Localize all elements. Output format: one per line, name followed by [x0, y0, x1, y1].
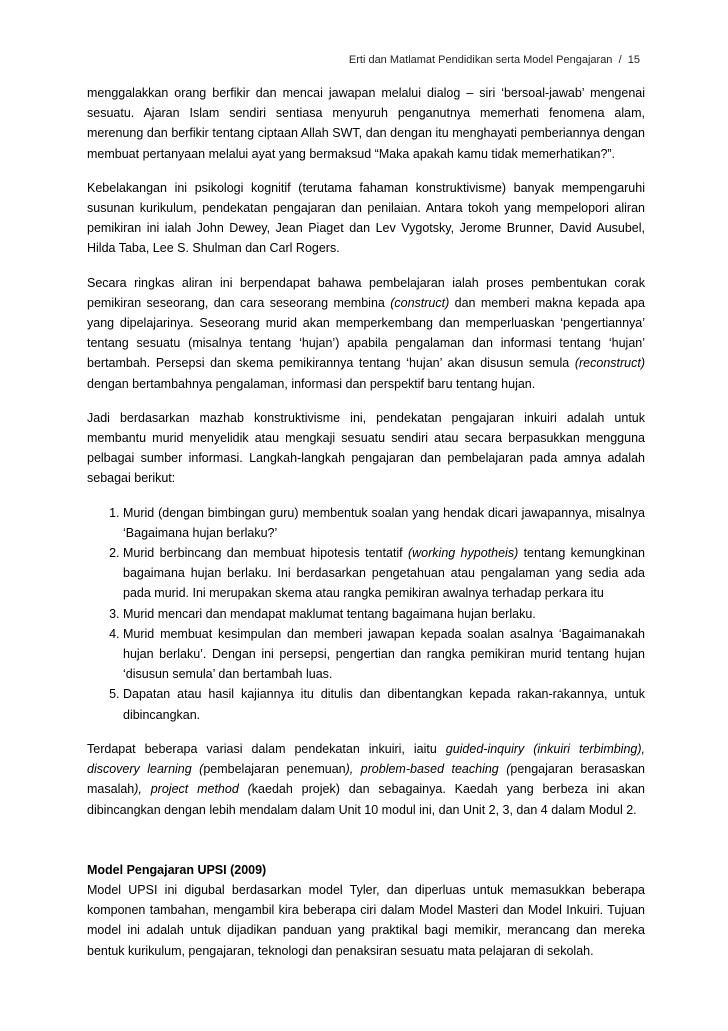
- p3-term-reconstruct: (reconstruct): [574, 356, 645, 371]
- p3-text-a: Secara ringkas aliran ini berpendapat bahawa pembelajaran ialah proses pembentukan corak pemikiran seseorang, dan cara seseorang membina: [87, 275, 645, 310]
- p3-text-e: dengan bertambahnya pengalaman, informasi dan perspektif baru tentang hujan.: [87, 376, 536, 391]
- page-number: 15: [627, 54, 640, 66]
- paragraph-5: [87, 739, 645, 820]
- p3-term-construct: (construct): [390, 295, 450, 310]
- section-body: Model UPSI ini digubal berdasarkan model Tyler, dan diperluas untuk memasukkan beberapa komponen tambahan, mengambil kira beberapa ciri dalam Model Masteri dan Model Inkuiri. Tujuan model ini adalah untuk dijadikan panduan yang praktikal bagi memikir, merancang dan mereka bentuk kurikulum, pengajaran, teknologi dan penaksiran sesuatu mata pelajaran di sekolah.: [87, 882, 645, 958]
- running-header: [349, 54, 640, 66]
- paragraph-4: Jadi berdasarkan mazhab konstruktivisme ini, pendekatan pengajaran inkuiri adalah untuk membantu murid menyelidik atau mengkaji sesuatu sendiri atau secara berpasukkan mengguna pelbagai sumber informasi. Langkah-langkah pengajaran dan pembelajaran pada amnya adalah sebagai berikut:: [87, 410, 645, 486]
- p5-text-c: pembelajaran penemuan: [203, 762, 346, 777]
- p5-terms-d: ), problem-based teaching (: [345, 762, 511, 777]
- list-item: 4. Murid membuat kesimpulan dan memberi jawapan kepada soalan asalnya ‘Bagaimanakah hujan berlaku’. Dengan ini persepsi, pengertian dan rangka pemikiran murid tentang hujan ‘disusun semula’ dan bertambah luas.: [123, 624, 645, 685]
- section-heading: Model Pengajaran UPSI (2009): [87, 862, 267, 877]
- p3-text-c: dan memberi makna kepada apa yang dipelajarinya. Seseorang murid akan memperkembang dan memperluaskan ‘pengertiannya’ tentang sesuatu (misalnya tentang ‘hujan’) apabila pengalaman dan informasi tentang ‘hujan’ bertambah. Persepsi dan skema pemikirannya tentang ‘hujan’ akan disusun semula: [87, 295, 646, 371]
- p5-terms-b: guided-inquiry (inkuiri terbimbing), discovery learning (: [87, 741, 645, 777]
- p5-terms-f: ), project method (: [134, 782, 252, 797]
- p5-text-a: Terdapat beberapa variasi dalam pendekatan inkuiri, iaitu: [87, 741, 446, 756]
- body-text: [87, 83, 645, 961]
- p5-text-g: kaedah projek) dan sebagainya. Kaedah yang berbeza ini akan dibincangkan dengan lebih mendalam dalam Unit 10 modul ini, dan Unit 2, 3, dan 4 dalam Modul 2.: [87, 782, 645, 817]
- list-item: [123, 543, 645, 604]
- list-item: 5. Dapatan atau hasil kajiannya itu ditulis dan dibentangkan kepada rakan-rakannya, untuk dibincangkan.: [123, 684, 645, 724]
- p5-text-e: pengajaran berasaskan masalah: [87, 762, 645, 797]
- header-separator: /: [618, 54, 622, 66]
- step2-term: (working hypotheis): [407, 546, 519, 561]
- list-item: 3. Murid mencari dan mendapat maklumat tentang bagaimana hujan berlaku.: [123, 604, 645, 624]
- running-title: Erti dan Matlamat Pendidikan serta Model Pengajaran: [348, 54, 613, 66]
- paragraph-3: [87, 273, 645, 394]
- step2-text-a: Murid berbincang dan membuat hipotesis tentatif: [123, 546, 408, 561]
- paragraph-1: menggalakkan orang berfikir dan mencai jawapan melalui dialog – siri ‘bersoal-jawab’ mengenai sesuatu. Ajaran Islam sendiri sentiasa menyuruh penganutnya memerhati fenomena alam, merenung dan berfikir tentang ciptaan Allah SWT, dan dengan itu menghayati pemberiannya dengan membuat pertanyaan melalui ayat yang bermaksud “Maka apakah kamu tidak memerhatikan?”.: [87, 86, 645, 161]
- step2-text-c: tentang kemungkinan bagaimana hujan berlaku. Ini berdasarkan pengetahuan atau pengalaman yang sedia ada pada murid. Ini merupakan skema atau rangka pemikiran awalnya terhadap perkara itu: [123, 546, 645, 601]
- paragraph-2: Kebelakangan ini psikologi kognitif (terutama fahaman konstruktivisme) banyak mempengaruhi susunan kurikulum, pendekatan pengajaran dan penilaian. Antara tokoh yang mempelopori aliran pemikiran ini ialah John Dewey, Jean Piaget dan Lev Vygotsky, Jerome Brunner, David Ausubel, Hilda Taba, Lee S. Shulman dan Carl Rogers.: [87, 180, 645, 256]
- list-item: 1. Murid (dengan bimbingan guru) membentuk soalan yang hendak dicari jawapannya, misalnya ‘Bagaimana hujan berlaku?’: [123, 503, 645, 543]
- inquiry-steps-list: [87, 503, 645, 725]
